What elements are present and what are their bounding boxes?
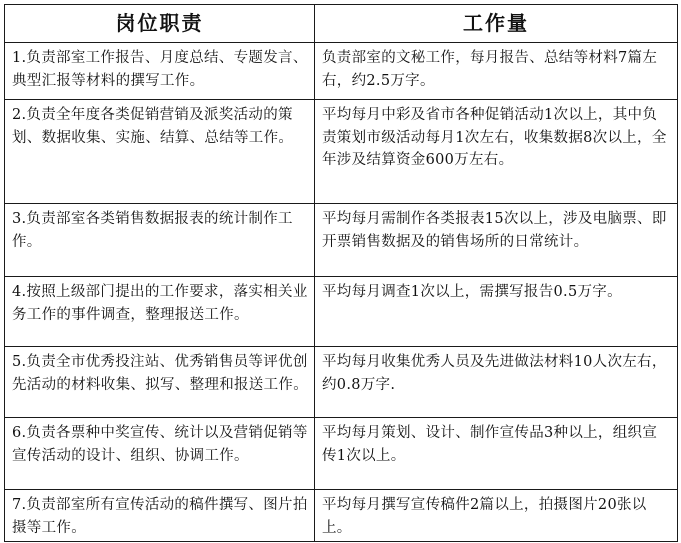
duty-workload-table — [4, 4, 678, 542]
table-row — [5, 204, 678, 277]
header-workload: 工作量 — [315, 5, 678, 43]
workload-cell: 平均每月中彩及省市各种促销活动1次以上，其中负责策划市级活动每月1次左右，收集数据8次以上，全年涉及结算资金600万左右。 — [315, 100, 678, 204]
duty-cell: 5.负责全市优秀投注站、优秀销售员等评优创先活动的材料收集、拟写、整理和报送工作。 — [5, 347, 315, 418]
table-row — [5, 418, 678, 490]
table-row — [5, 277, 678, 347]
table-row — [5, 347, 678, 418]
table-row — [5, 43, 678, 100]
header-row — [5, 5, 678, 43]
workload-cell: 负责部室的文秘工作，每月报告、总结等材料7篇左右，约2.5万字。 — [315, 43, 678, 100]
table-row — [5, 490, 678, 542]
workload-cell: 平均每月调查1次以上，需撰写报告0.5万字。 — [315, 277, 678, 347]
duty-cell: 2.负责全年度各类促销营销及派奖活动的策划、数据收集、实施、结算、总结等工作。 — [5, 100, 315, 204]
workload-cell: 平均每月策划、设计、制作宣传品3种以上，组织宣传1次以上。 — [315, 418, 678, 490]
workload-cell: 平均每月撰写宣传稿件2篇以上，拍摄图片20张以上。 — [315, 490, 678, 542]
header-duty: 岗位职责 — [5, 5, 315, 43]
duty-cell: 7.负责部室所有宣传活动的稿件撰写、图片拍摄等工作。 — [5, 490, 315, 542]
duty-cell: 4.按照上级部门提出的工作要求，落实相关业务工作的事件调查，整理报送工作。 — [5, 277, 315, 347]
duty-cell: 1.负责部室工作报告、月度总结、专题发言、典型汇报等材料的撰写工作。 — [5, 43, 315, 100]
table-row — [5, 100, 678, 204]
duty-cell: 6.负责各票种中奖宣传、统计以及营销促销等宣传活动的设计、组织、协调工作。 — [5, 418, 315, 490]
workload-cell: 平均每月收集优秀人员及先进做法材料10人次左右，约0.8万字. — [315, 347, 678, 418]
workload-cell: 平均每月需制作各类报表15次以上，涉及电脑票、即开票销售数据及的销售场所的日常统计。 — [315, 204, 678, 277]
duty-cell: 3.负责部室各类销售数据报表的统计制作工作。 — [5, 204, 315, 277]
